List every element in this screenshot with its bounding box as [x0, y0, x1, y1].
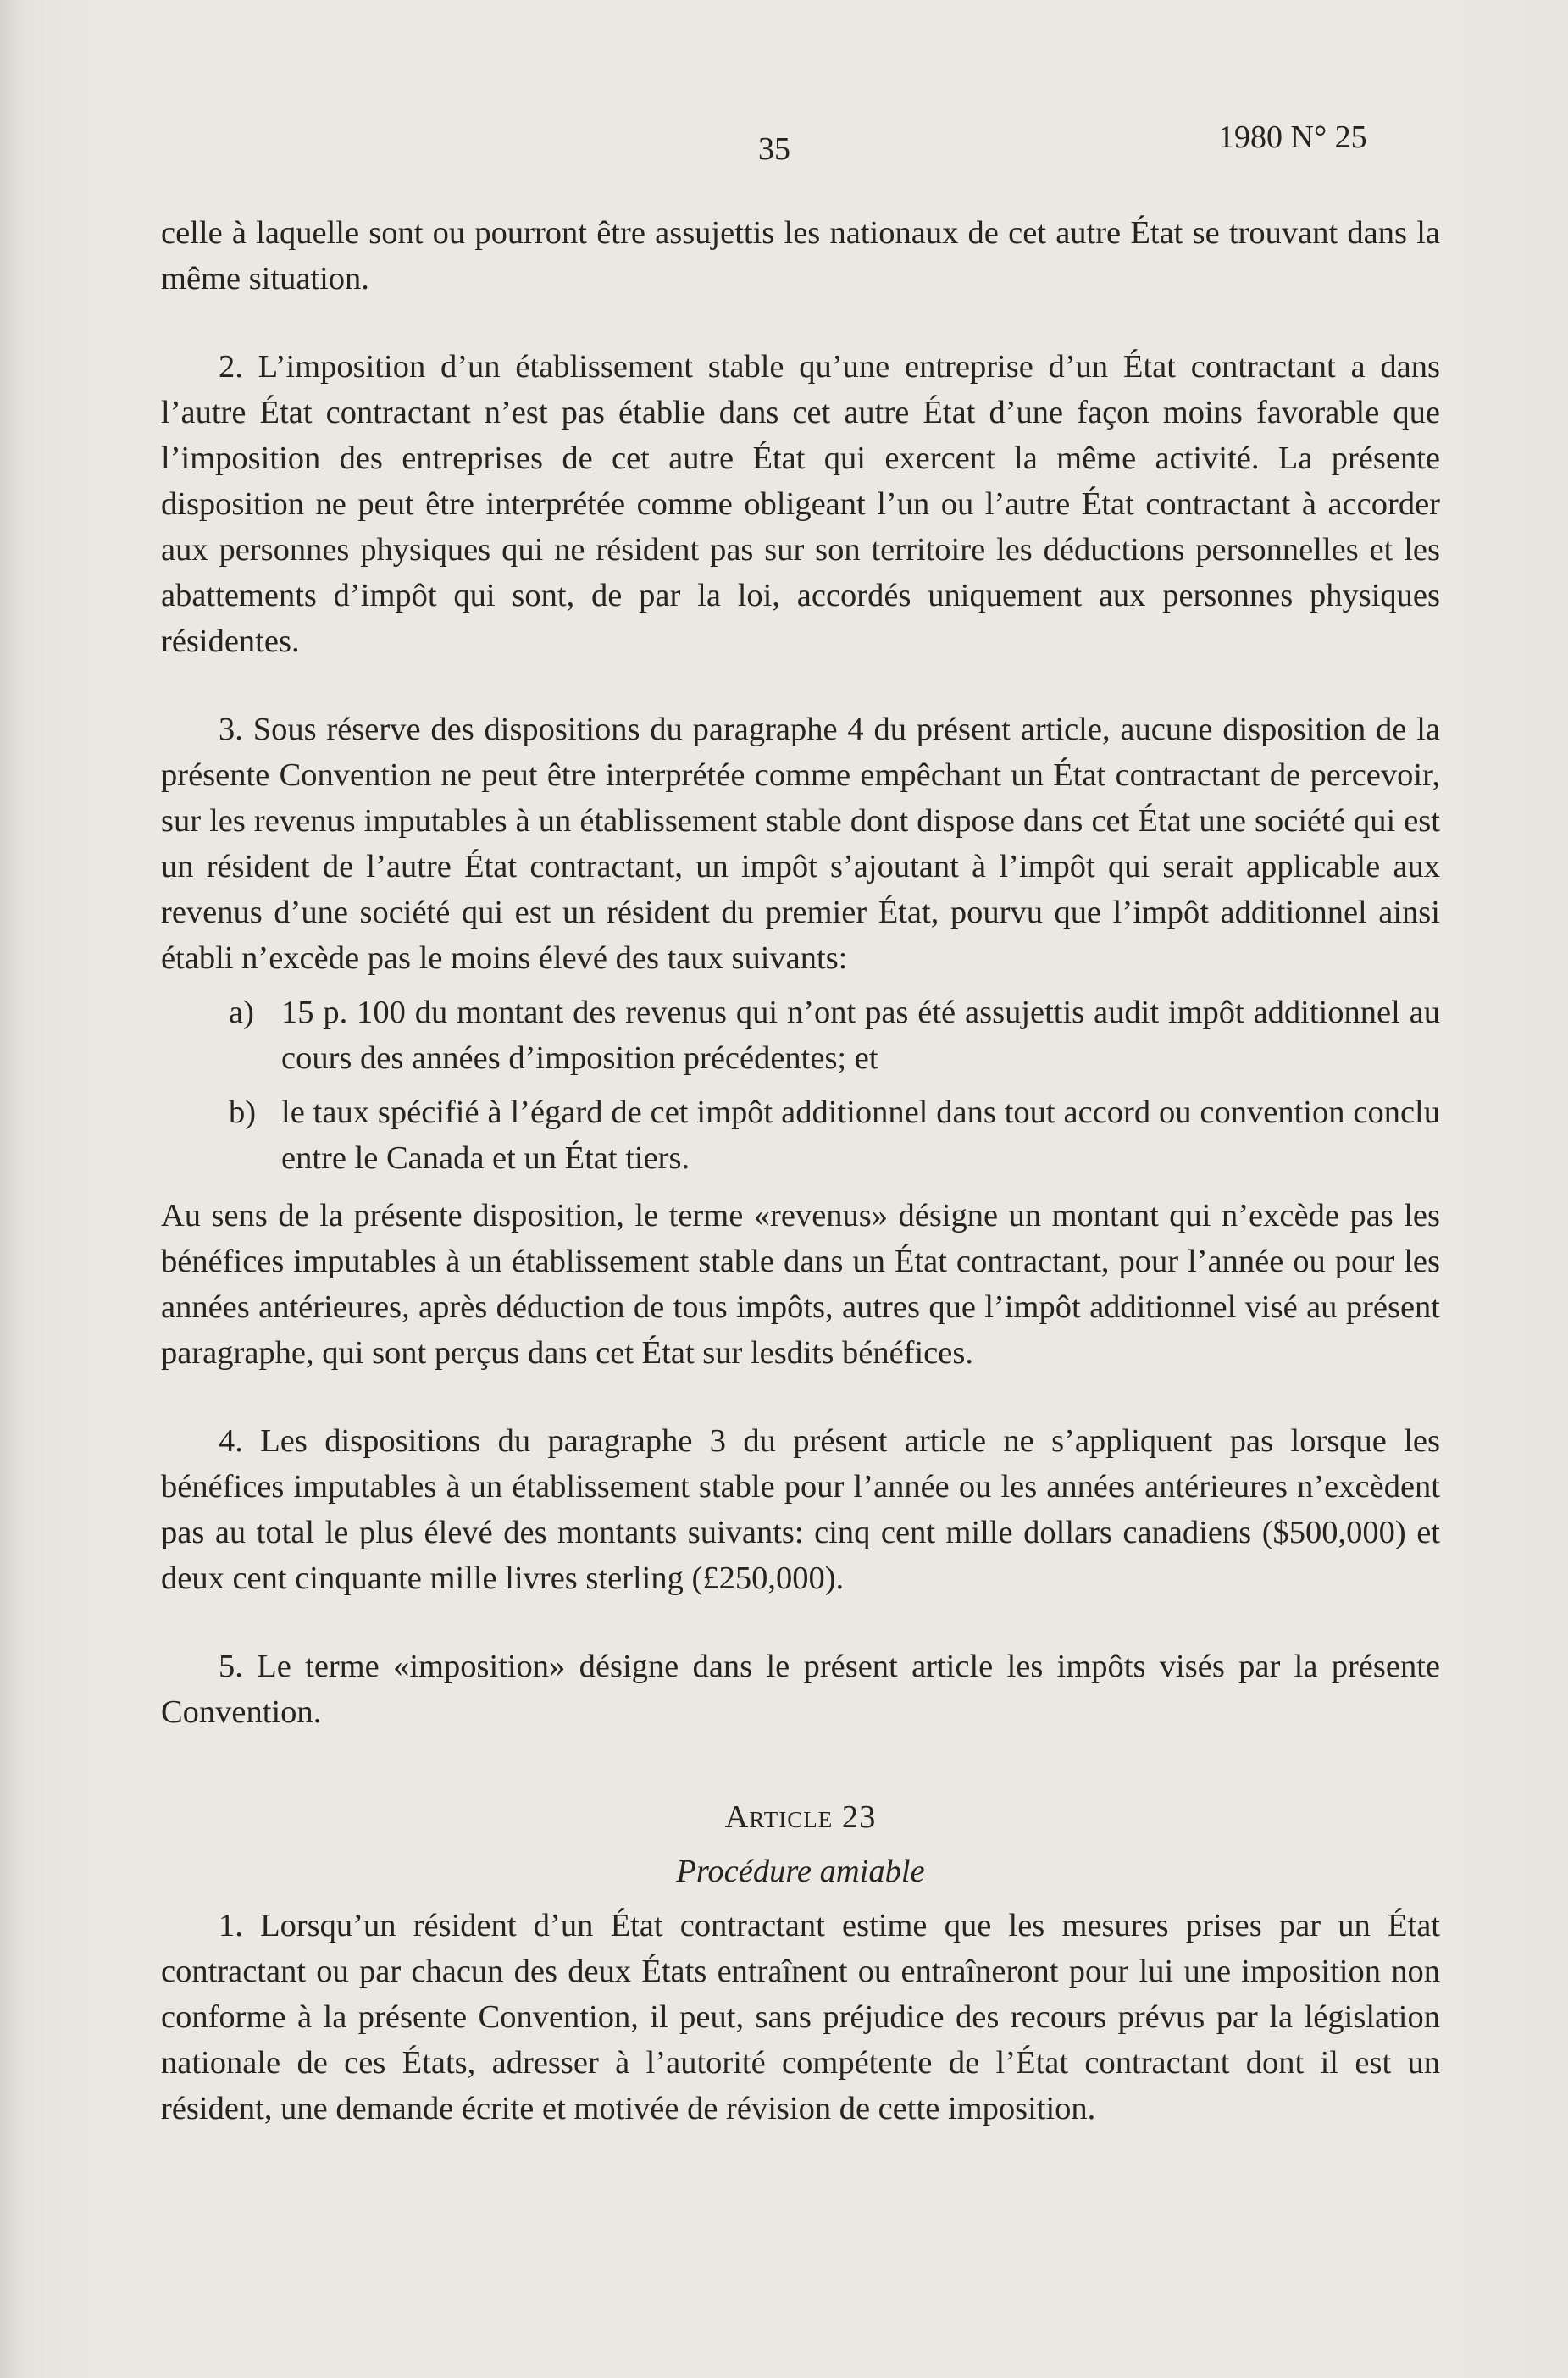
paragraph-4: 4. Les dispositions du paragraphe 3 du présent article ne s’appliquent pas lorsque les bénéfices imputables à un établissement stable pour l’année ou les années antérieures n’excèdent pas au total le plus élevé des montants suivants: cinq cent mille dollars canadiens ($500,000) et deux cent cinquante mille livres sterling (£250,000). — [161, 1423, 1440, 1596]
list-text: 15 p. 100 du montant des revenus qui n’ont pas été assujettis audit impôt additionnel au cours des années d’imposition précédentes; et — [281, 995, 1440, 1076]
paragraph-3-tail: Au sens de la présente disposition, le terme «revenus» désigne un montant qui n’excède pas les bénéfices imputables à un établissement stable dans un État contractant, pour l’année ou pour les années antérieures, après déduction de tous impôts, autres que l’impôt additionnel visé au présent paragraphe, qui sont perçus dans cet État sur lesdits bénéfices. — [161, 1198, 1440, 1371]
list-item-a — [161, 989, 1440, 1081]
page-header — [0, 119, 1568, 169]
list-marker: b) — [229, 1095, 257, 1130]
article-heading: Article 23 — [724, 1799, 877, 1835]
list-text: le taux spécifié à l’égard de cet impôt additionnel dans tout accord ou convention conclu entre le Canada et un État tiers. — [281, 1095, 1440, 1176]
article-23-paragraph-1: 1. Lorsqu’un résident d’un État contractant estime que les mesures prises par un État contractant ou par chacun des deux États entraînent ou entraîneront pour lui une imposition non conforme à la présente Convention, il peut, sans préjudice des recours prévus par la législation nationale de ces États, adresser à l’autorité compétente de l’État contractant dont il est un résident, une demande écrite et motivée de révision de cette imposition. — [161, 1908, 1440, 2126]
continuation-paragraph: celle à laquelle sont ou pourront être assujettis les nationaux de cet autre État se trouvant dans la même situation. — [161, 215, 1440, 297]
document-reference: 1980 N° 25 — [1218, 119, 1367, 155]
paragraph-2: 2. L’imposition d’un établissement stable qu’une entreprise d’un État contractant a dans l’autre État contractant n’est pas établie dans cet autre État d’une façon moins favorable que l’imposition des entreprises de cet autre État qui exercent la même activité. La présente disposition ne peut être interprétée comme obligeant l’un ou l’autre État contractant à accorder aux personnes physiques qui ne résident pas sur son territoire les déductions personnelles et les abattements d’impôt qui sont, de par la loi, accordés uniquement aux personnes physiques résidentes. — [161, 349, 1440, 659]
list-marker: a) — [229, 995, 254, 1030]
paragraph-5: 5. Le terme «imposition» désigne dans le présent article les impôts visés par la présente Convention. — [161, 1649, 1440, 1730]
body-text — [161, 210, 1440, 2131]
paragraph-3: 3. Sous réserve des dispositions du paragraphe 4 du présent article, aucune disposition de la présente Convention ne peut être interprétée comme empêchant un État contractant de percevoir, sur les revenus imputables à un établissement stable dont dispose dans cet État une société qui est un résident de l’autre État contractant, un impôt s’ajoutant à l’impôt qui serait applicable aux revenus d’une société qui est un résident du premier État, pourvu que l’impôt additionnel ainsi établi n’excède pas le moins élevé des taux suivants: — [161, 712, 1440, 976]
page-number: 35 — [758, 131, 790, 167]
article-title: Procédure amiable — [676, 1854, 925, 1889]
list-item-b — [161, 1089, 1440, 1181]
